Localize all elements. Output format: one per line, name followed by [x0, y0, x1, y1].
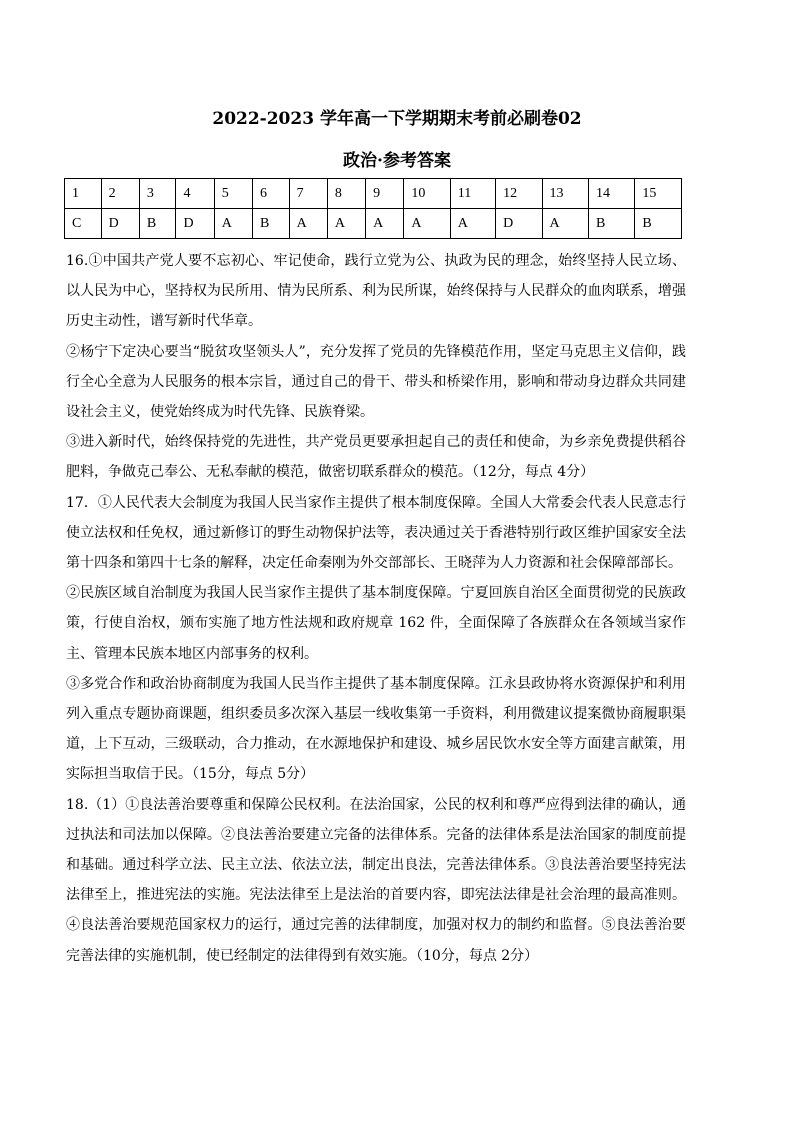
answer-paragraph: 16.①中国共产党人要不忘初心、牢记使命，践行立党为公、执政为民的理念，始终坚持人民立场、以人民为中心，坚持权为民所用、情为民所系、利为民所谋，始终保持与人民群众的血肉联系，增强历史主动性，谱写新时代华章。 [66, 253, 686, 330]
answer-cell: D [496, 209, 542, 239]
question-number-cell: 5 [214, 179, 252, 209]
question-number-cell: 1 [65, 179, 102, 209]
question-number-cell: 10 [404, 179, 450, 209]
question-number-cell: 15 [635, 179, 682, 209]
answer-paragraph: 17．①人民代表大会制度为我国人民当家作主提供了根本制度保障。全国人大常委会代表人民意志行使立法权和任免权，通过新修订的野生动物保护法等，表决通过关于香港特别行政区维护国家安全法第十四条和第四十七条的解释，决定任命秦刚为外交部部长、王晓萍为人力资源和社会保障部部长。 [66, 494, 686, 572]
page-subtitle: 政治·参考答案 [343, 151, 451, 171]
question-number-cell: 11 [450, 179, 495, 209]
answer-cell: D [101, 209, 139, 239]
question-number-cell: 4 [176, 179, 214, 209]
question-number-cell: 9 [366, 179, 404, 209]
answer-cell: A [327, 209, 365, 239]
question-number-cell: 6 [252, 179, 289, 209]
answer-paragraph: ③进入新时代，始终保持党的先进性，共产党员更要承担起自己的责任和使命，为乡亲免费提供稻谷肥料，争做克己奉公、无私奉献的模范，做密切联系群众的模范。（12分，每点 4分） [66, 434, 686, 481]
answer-paragraph: 18.（1）①良法善治要尊重和保障公民权利。在法治国家，公民的权利和尊严应得到法律的确认，通过执法和司法加以保障。②良法善治要建立完备的法律体系。完备的法律体系是法治国家的制度前提和基础。通过科学立法、民主立法、依法立法，制定出良法，完善法律体系。③良法善治要坚持宪法法律至上，推进宪法的实施。宪法法律至上是法治的首要内容，即宪法法律是社会治理的最高准则。④良法善治要规范国家权力的运行，通过完善的法律制度，加强对权力的制约和监督。⑤良法善治要完善法律的实施机制，使已经制定的法律得到有效实施。（10分，每点 2分） [66, 796, 686, 964]
answer-cell: A [450, 209, 495, 239]
question-number-cell: 12 [496, 179, 542, 209]
answer-paragraph: ③多党合作和政治协商制度为我国人民当作主提供了基本制度保障。江永县政协将水资源保护和利用列入重点专题协商课题，组织委员多次深入基层一线收集第一手资料，利用微建议提案微协商履职渠道，上下互动，三级联动，合力推动，在水源地保护和建设、城乡居民饮水安全等方面建言献策，用实际担当取信于民。（15分，每点 5分） [66, 675, 686, 783]
answer-cell: B [139, 209, 176, 239]
answer-content [66, 246, 686, 971]
question-number-cell: 13 [542, 179, 588, 209]
answer-paragraph: ②民族区域自治制度为我国人民当家作主提供了基本制度保障。宁夏回族自治区全面贯彻党的民族政策，行使自治权，颁布实施了地方性法规和政府规章 162 件，全面保障了各族群众在各领域当家作主、管理本民族本地区内部事务的权利。 [66, 585, 686, 662]
answer-table-answer-row [65, 209, 682, 239]
question-number-cell: 2 [101, 179, 139, 209]
answer-cell: B [252, 209, 289, 239]
answer-cell: A [404, 209, 450, 239]
answer-table [64, 178, 682, 239]
answer-cell: A [366, 209, 404, 239]
page-title: 2022-2023 学年高一下学期期末考前必刷卷02 [212, 109, 582, 129]
answer-cell: A [542, 209, 588, 239]
answer-cell: A [289, 209, 327, 239]
answer-cell: B [635, 209, 682, 239]
question-number-cell: 7 [289, 179, 327, 209]
answer-paragraph: ②杨宁下定决心要当“脱贫攻坚领头人”，充分发挥了党员的先锋模范作用，坚定马克思主义信仰，践行全心全意为人民服务的根本宗旨，通过自己的骨干、带头和桥梁作用，影响和带动身边群众共同建设社会主义，使党始终成为时代先锋、民族脊梁。 [66, 343, 686, 421]
answer-cell: D [176, 209, 214, 239]
answer-cell: A [214, 209, 252, 239]
answer-cell: C [65, 209, 102, 239]
question-number-cell: 8 [327, 179, 365, 209]
answer-cell: B [588, 209, 634, 239]
question-number-cell: 14 [588, 179, 634, 209]
answer-table-number-row [65, 179, 682, 209]
question-number-cell: 3 [139, 179, 176, 209]
